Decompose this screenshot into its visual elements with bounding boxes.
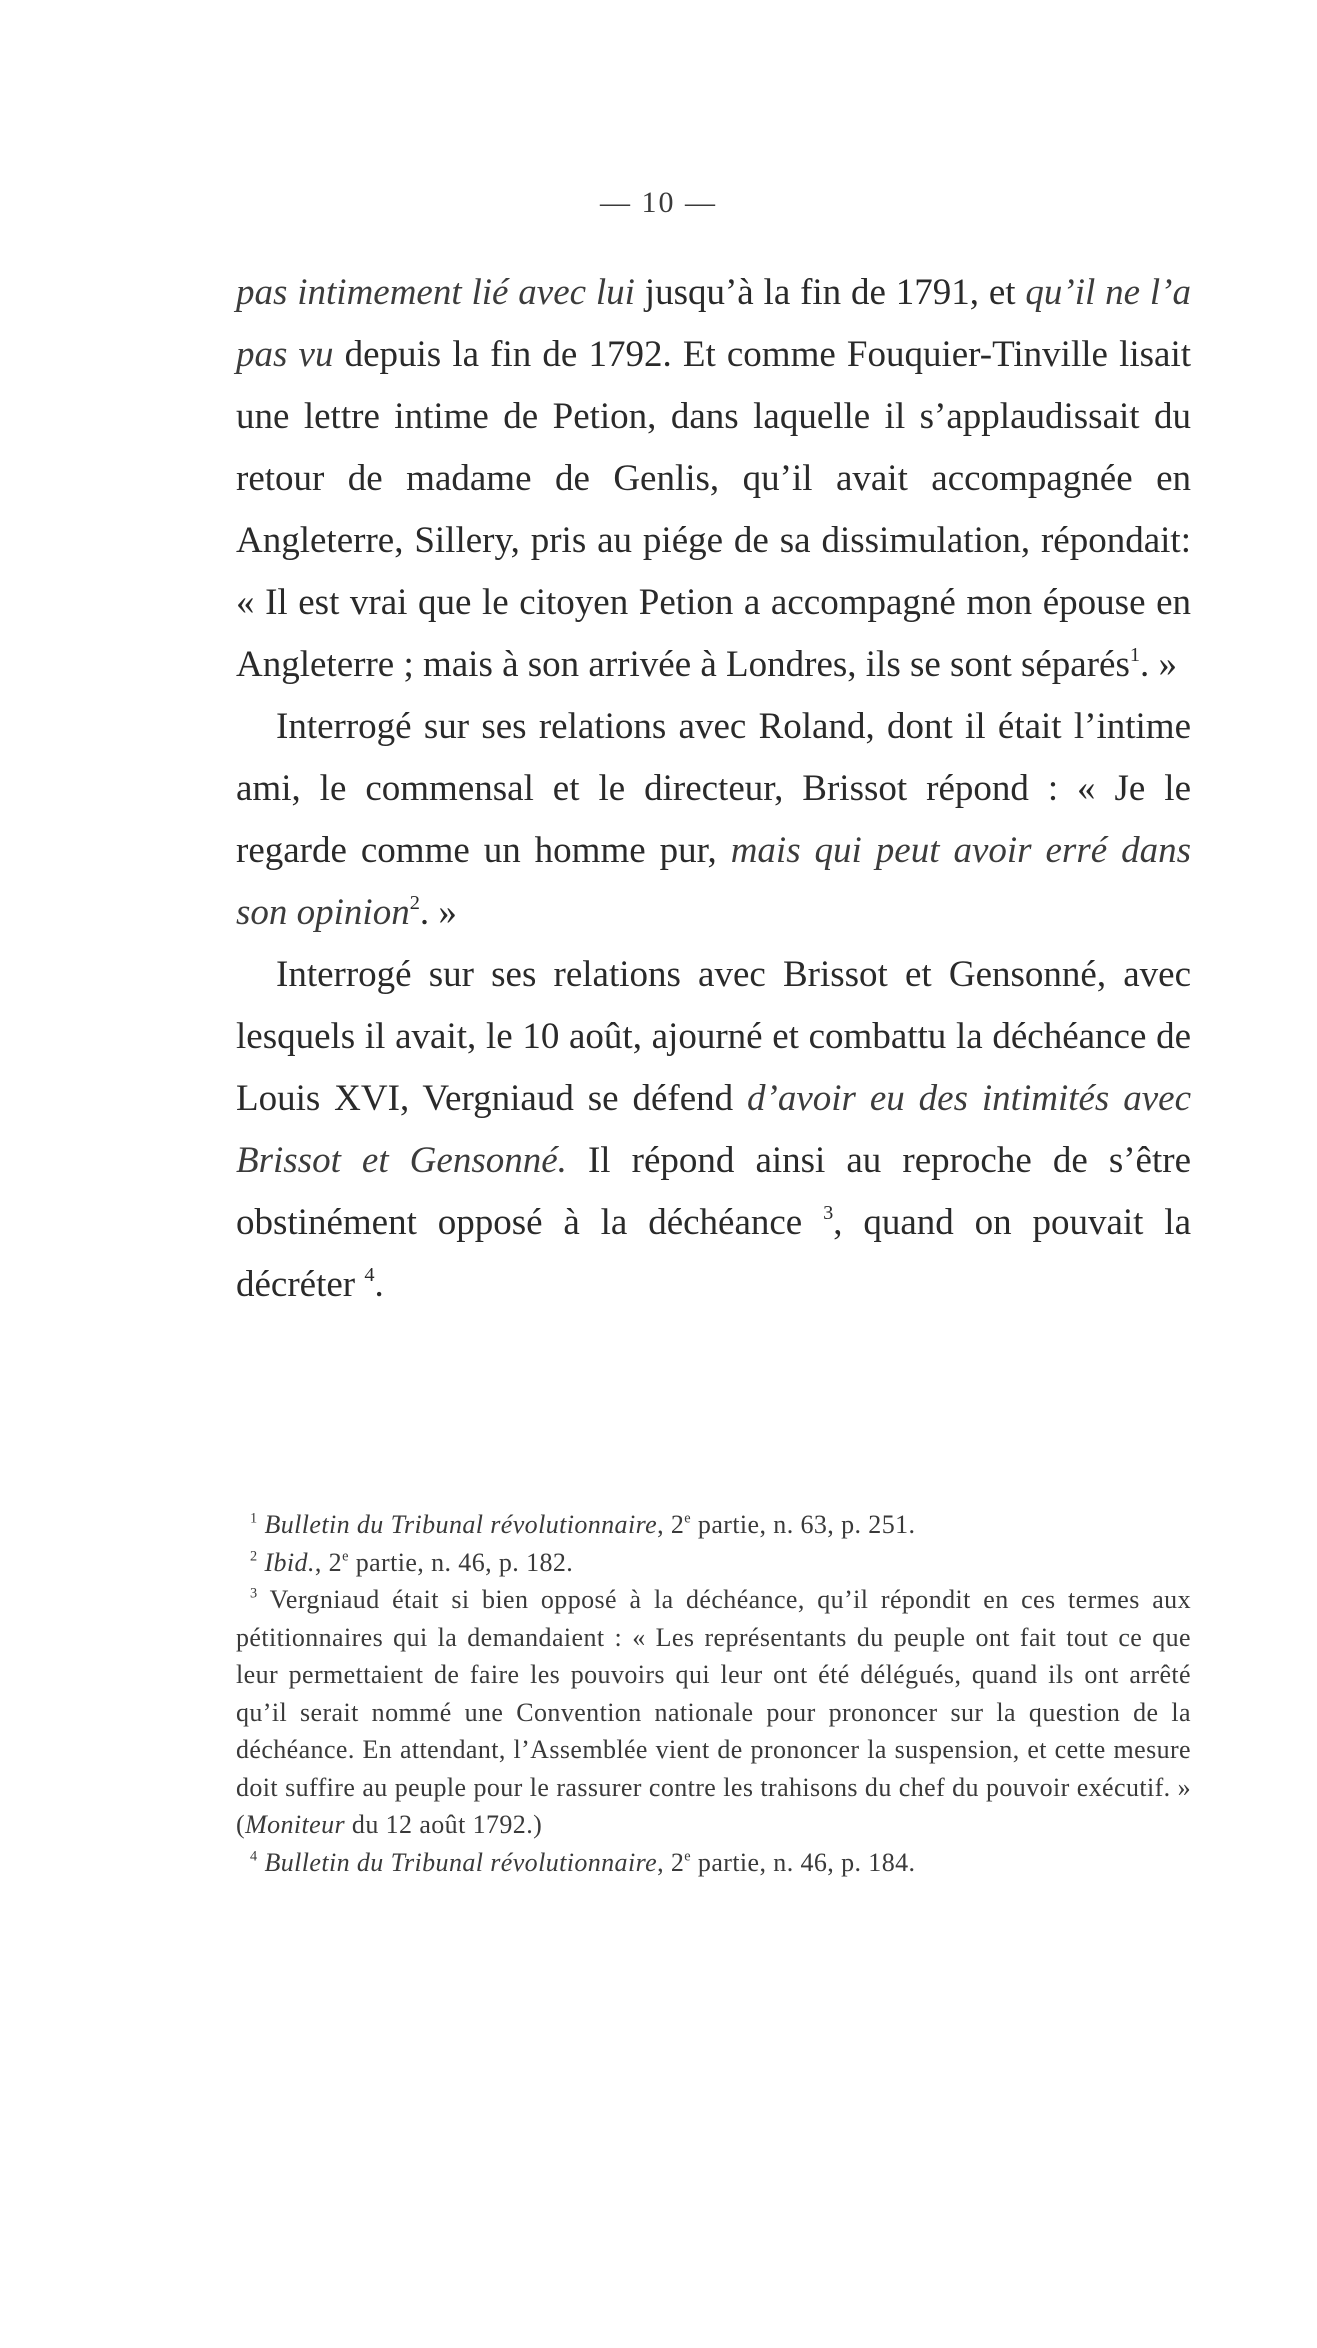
text-run: Interrogé sur ses relations avec Roland, dont il était l’intime ami, le commensal et le directeur, Brissot répond : « Je le regarde comme un homme pur, [236,706,1191,871]
paragraph-brissot [236,696,1191,944]
italic-phrase: Bulletin du Tribunal révolutionnaire [264,1510,658,1539]
paragraph-vergniaud [236,944,1191,1316]
superscript: e [342,1547,349,1564]
italic-phrase: Bulletin du Tribunal révolutionnaire [264,1847,658,1877]
text-run: partie, n. 63, p. 251. [691,1510,916,1539]
footnote-ref: 3 [823,1201,834,1224]
paragraph-continued [236,262,1191,696]
text-run: , 2 [657,1510,685,1539]
text-run: du 12 août 1792.) [345,1810,543,1839]
text-run: Vergniaud était si bien opposé à la déchéance, qu’il répondit en ces termes aux pétitionnaires qui la demandaient : « Les représentants du peuple ont fait tout ce que leur permettaient de faire les pouvoirs qui leur ont été délégués, quand ils ont arrêté qu’il serait nommé une Convention nationale pour prononcer sur la question de la déchéance. En attendant, l’Assemblée vient de prononcer la suspension, et cette mesure doit suffire au peuple pour le rassurer contre les trahisons du chef du pouvoir exécutif. » ( [236,1585,1191,1839]
text-run: . » [1140,644,1178,685]
footnote-3 [236,1581,1191,1844]
text-run: partie, n. 46, p. 184. [691,1847,916,1877]
footnote-ref: 4 [364,1263,375,1286]
text-run: , 2 [657,1847,685,1877]
italic-phrase: qu’il ne l’a pas vu [236,272,1191,375]
page-number: — 10 — [600,186,717,219]
footnote-ref: 2 [409,891,420,914]
italic-phrase: mais qui peut avoir erré dans son opinion [236,830,1191,933]
text-run: jusqu’à la fin de 1791, et [634,272,1026,313]
italic-phrase: Ibid. [264,1547,315,1577]
text-run: . [374,1264,384,1305]
text-run: , quand on pouvait la décréter [236,1202,1192,1305]
footnote-number: 4 [250,1847,258,1864]
main-text [236,262,1191,1316]
text-run: partie, n. 46, p. 182. [348,1547,574,1577]
footnote-number: 3 [250,1585,258,1602]
footnotes [236,1506,1191,1881]
footnote-number: 2 [250,1547,258,1564]
footnote-2 [236,1544,1191,1582]
superscript: e [684,1510,692,1527]
text-run: , 2 [314,1547,343,1577]
italic-phrase: Moniteur [245,1810,346,1839]
footnote-4 [236,1844,1191,1882]
footnote-number: 1 [250,1510,258,1527]
text-run: depuis la fin de 1792. Et comme Fouquier-Tinville lisait une lettre intime de Petion, dans laquelle il s’applaudissait du retour de madame de Genlis, qu’il avait accompagnée en Angleterre, Sillery, pris au piége de sa dissimulation, répondait: « Il est vrai que le citoyen Petion a accompagné mon épouse en Angleterre ; mais à son arrivée à Londres, ils se sont séparés [236,334,1192,685]
text-run: Interrogé sur ses relations avec Brissot et Gensonné, avec lesquels il avait, le 10 août, ajourné et combattu la déchéance de Louis XVI, Vergniaud se défend [236,954,1191,1119]
text-run: . » [419,892,457,933]
italic-phrase: pas intimement lié avec lui [236,272,635,313]
text-run: Il répond ainsi au reproche de s’être obstinément opposé à la déchéance [236,1140,1191,1243]
footnote-ref: 1 [1129,643,1141,666]
superscript: e [684,1847,692,1864]
footnote-1 [236,1506,1191,1544]
italic-phrase: d’avoir eu des intimités avec Brissot et Gensonné. [236,1078,1191,1181]
